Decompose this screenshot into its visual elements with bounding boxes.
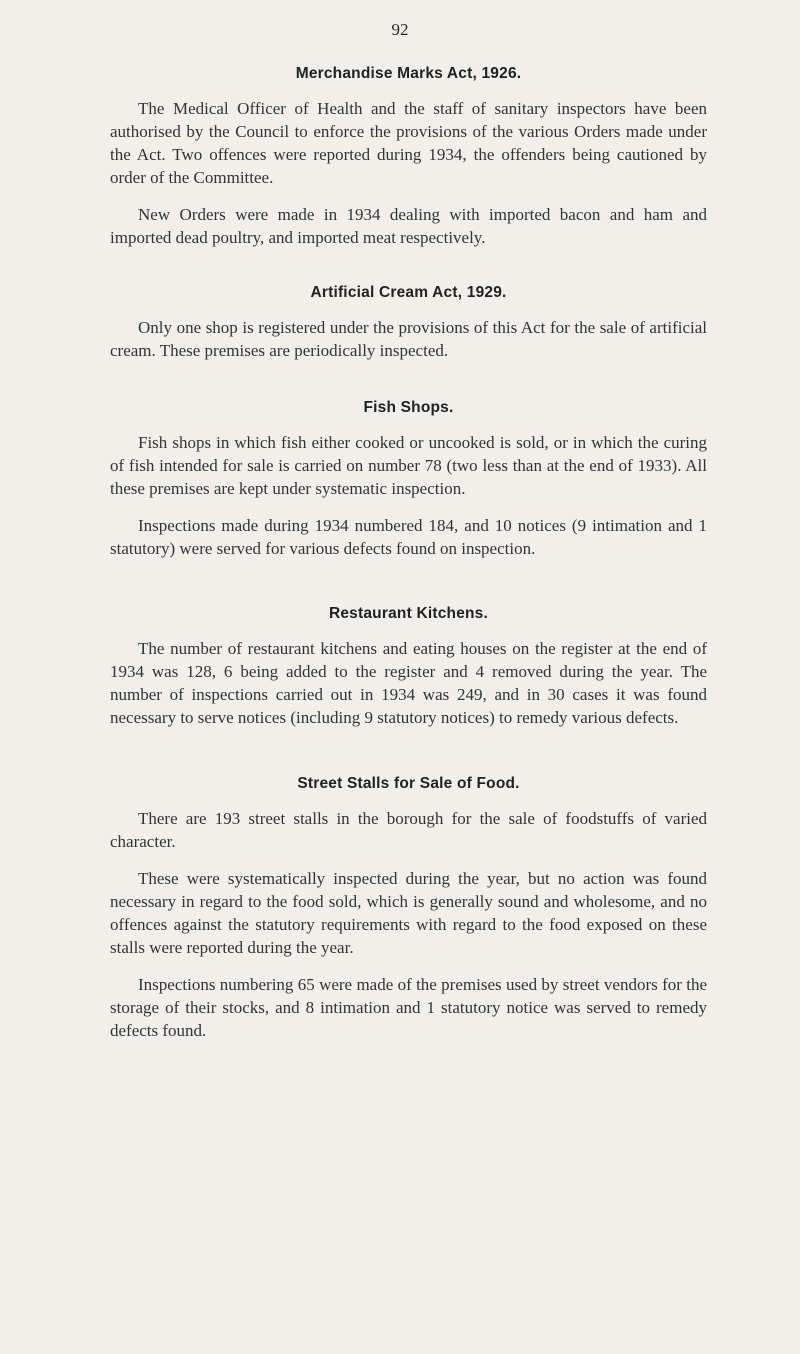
paragraph: Only one shop is registered under the provisions of this Act for the sale of artificial cream. These premises are periodically inspected. — [110, 318, 707, 360]
section-street-stalls — [110, 774, 707, 1042]
paragraph: These were systematically inspected during the year, but no action was found necessary in regard to the food sold, which is generally sound and wholesome, and no offences against the statutory requirements with regard to the food exposed on these stalls were reported during the year. — [110, 869, 707, 957]
paragraph: The number of restaurant kitchens and eating houses on the register at the end of 1934 was 128, 6 being added to the register and 4 removed during the year. The number of inspections carried out in 1934 was 249, and in 30 cases it was found necessary to serve notices (including 9 statutory notices) to remedy various defects. — [110, 639, 707, 727]
paragraph: Inspections made during 1934 numbered 184, and 10 notices (9 intimation and 1 statutory) were served for various defects found on inspection. — [110, 516, 707, 558]
paragraph: The Medical Officer of Health and the staff of sanitary inspectors have been authorised by the Council to enforce the provisions of the various Orders made under the Act. Two offences were reported during 1934, the offenders being cautioned by order of the Committee. — [110, 99, 707, 187]
section-heading: Merchandise Marks Act, 1926. — [295, 65, 522, 82]
section-heading: Restaurant Kitchens. — [328, 605, 489, 622]
section-spacer — [110, 743, 707, 774]
paragraph: Inspections numbering 65 were made of the premises used by street vendors for the storage of their stocks, and 8 intimation and 1 statutory notice was served to remedy defects found. — [110, 975, 707, 1040]
section-artificial-cream-act — [110, 283, 707, 362]
section-heading: Artificial Cream Act, 1929. — [310, 284, 507, 301]
section-fish-shops — [110, 398, 707, 560]
page-content — [110, 64, 707, 1056]
section-spacer — [110, 574, 707, 604]
section-spacer — [110, 263, 707, 283]
section-restaurant-kitchens — [110, 604, 707, 729]
section-merchandise-marks-act — [110, 64, 707, 249]
section-heading: Street Stalls for Sale of Food. — [297, 775, 520, 792]
paragraph: New Orders were made in 1934 dealing with imported bacon and ham and imported dead poultry, and imported meat respectively. — [110, 205, 707, 247]
paragraph: Fish shops in which fish either cooked or uncooked is sold, or in which the curing of fish intended for sale is carried on number 78 (two less than at the end of 1933). All these premises are kept under systematic inspection. — [110, 433, 707, 498]
page-number: 92 — [391, 20, 409, 39]
section-heading: Fish Shops. — [363, 399, 454, 416]
section-spacer — [110, 376, 707, 398]
paragraph: There are 193 street stalls in the borough for the sale of foodstuffs of varied character. — [110, 809, 707, 851]
